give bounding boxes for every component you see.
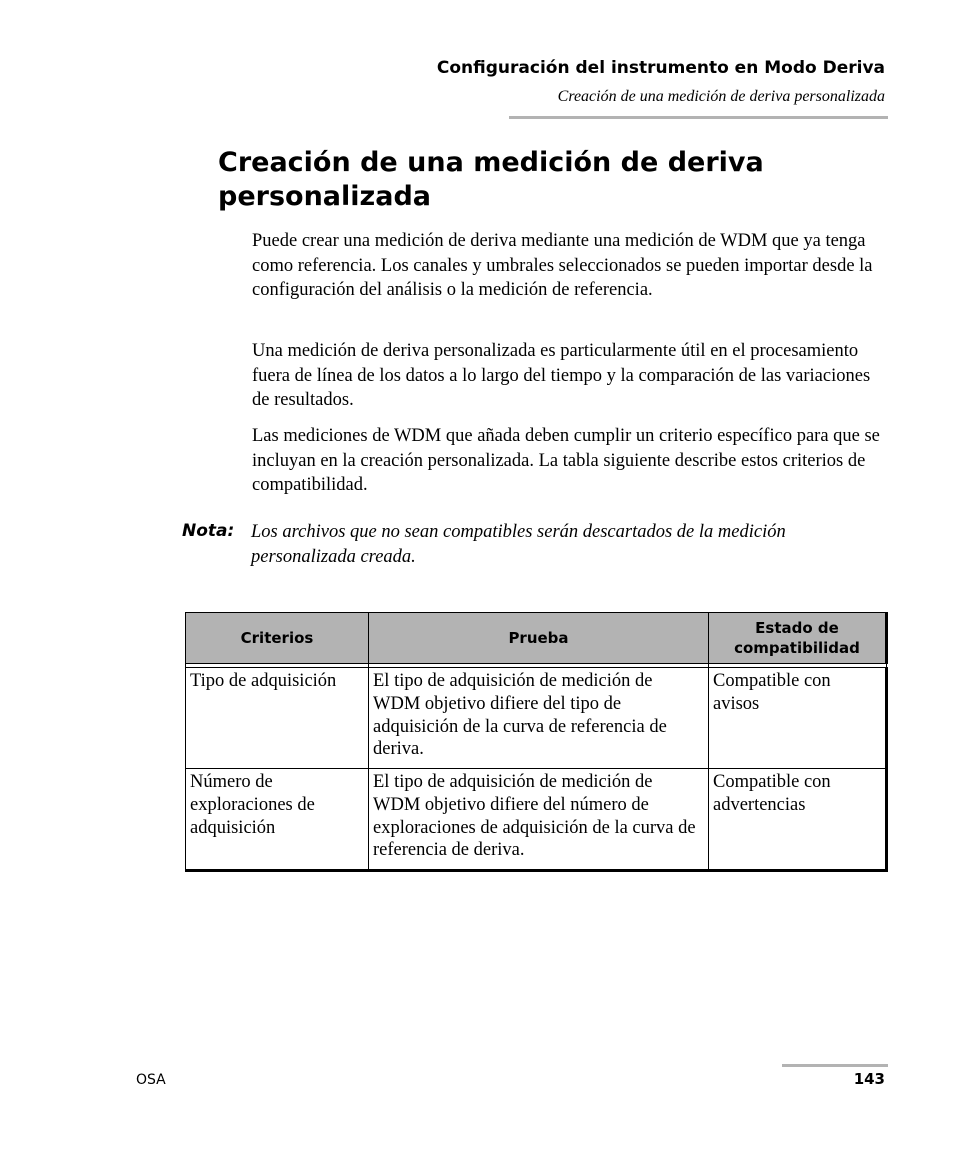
cell-criterio: Número de exploraciones de adquisición (186, 769, 369, 871)
cell-estado: Compatible con advertencias (709, 769, 887, 871)
table-row (186, 668, 887, 769)
paragraph-usage: Una medición de deriva personalizada es particularmente útil en el procesamiento fuera de línea de los datos a lo largo del tiempo y la comparación de las variaciones de resultados. (252, 341, 871, 411)
page-number: 143 (853, 1070, 885, 1088)
chapter-title: Configuración del instrumento en Modo Deriva (436, 58, 885, 78)
cell-prueba: El tipo de adquisición de medición de WDM objetivo difiere del tipo de adquisición de la curva de referencia de deriva. (369, 668, 709, 769)
note-text: Los archivos que no sean compatibles serán descartados de la medición personalizada creada. (251, 522, 786, 567)
section-title: Creación de una medición de deriva personalizada (557, 88, 885, 105)
cell-criterio: Tipo de adquisición (186, 668, 369, 769)
cell-prueba: El tipo de adquisición de medición de WDM objetivo difiere del número de exploraciones de adquisición de la curva de referencia de deriva. (369, 769, 709, 871)
table-header-row (186, 613, 887, 664)
header-prueba: Prueba (369, 613, 709, 664)
table-row (186, 769, 887, 871)
header-rule (509, 116, 888, 119)
footer-rule (782, 1064, 888, 1067)
page-heading: Creación de una medición de deriva personalizada (218, 147, 764, 212)
cell-estado: Compatible con avisos (709, 668, 887, 769)
header-estado: Estado de compatibilidad (709, 613, 887, 664)
footer-product: OSA (136, 1072, 166, 1088)
paragraph-criteria: Las mediciones de WDM que añada deben cumplir un criterio específico para que se incluyan en la creación personalizada. La tabla siguiente describe estos criterios de compatibilidad. (252, 426, 880, 496)
compatibility-table (185, 612, 888, 872)
paragraph-intro: Puede crear una medición de deriva mediante una medición de WDM que ya tenga como referencia. Los canales y umbrales seleccionados se pueden importar desde la configuración del análisis o la medición de referencia. (252, 231, 873, 301)
header-criterios: Criterios (186, 613, 369, 664)
note-label: Nota: (182, 521, 235, 541)
